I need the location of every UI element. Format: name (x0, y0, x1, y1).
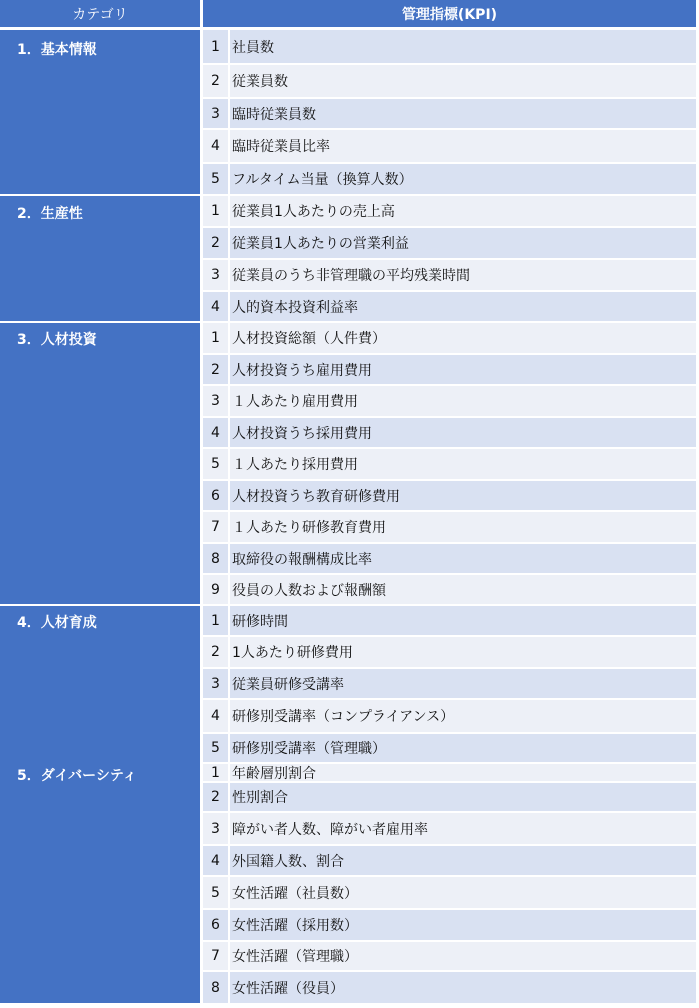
kpi-label: フルタイム当量（換算人数） (230, 164, 696, 194)
row-number: 1 (203, 764, 228, 781)
row-number: 5 (203, 164, 228, 194)
kpi-label: １人あたり雇用費用 (230, 386, 696, 416)
kpi-label: 従業員1人あたりの売上高 (230, 196, 696, 226)
kpi-label: 1人あたり研修費用 (230, 637, 696, 667)
category-basic-info (0, 30, 200, 194)
kpi-label: 従業員数 (230, 65, 696, 97)
row-number: 1 (203, 323, 228, 353)
category-talent-development-and-diversity (0, 606, 200, 1003)
kpi-label: 女性活躍（管理職） (230, 942, 696, 970)
kpi-label: １人あたり研修教育費用 (230, 512, 696, 542)
row-number: 1 (203, 606, 228, 635)
category-productivity (0, 196, 200, 321)
category-label: 2．生産性 (17, 206, 83, 222)
row-number: 3 (203, 813, 228, 844)
category-label: 5．ダイバーシティ (17, 768, 137, 784)
row-number: 4 (203, 130, 228, 162)
kpi-label: 社員数 (230, 30, 696, 63)
kpi-label: 年齢層別割合 (230, 764, 696, 781)
row-number: 2 (203, 783, 228, 811)
kpi-label: 役員の人数および報酬額 (230, 575, 696, 604)
row-number: 6 (203, 910, 228, 940)
kpi-label: 人材投資うち教育研修費用 (230, 481, 696, 510)
kpi-label: 従業員研修受講率 (230, 669, 696, 698)
row-number: 1 (203, 30, 228, 63)
kpi-label: 研修時間 (230, 606, 696, 635)
kpi-label: 取締役の報酬構成比率 (230, 544, 696, 573)
row-number: 2 (203, 355, 228, 384)
category-label: 4．人材育成 (17, 615, 97, 631)
row-number: 4 (203, 418, 228, 447)
row-number: 2 (203, 65, 228, 97)
category-label: 1．基本情報 (17, 42, 97, 58)
row-number: 5 (203, 449, 228, 479)
row-number: 3 (203, 669, 228, 698)
row-number: 4 (203, 700, 228, 732)
kpi-label: 女性活躍（社員数） (230, 877, 696, 908)
kpi-label: 従業員1人あたりの営業利益 (230, 228, 696, 258)
kpi-label: 障がい者人数、障がい者雇用率 (230, 813, 696, 844)
row-number: 7 (203, 512, 228, 542)
row-number: 4 (203, 846, 228, 875)
kpi-label: 人的資本投資利益率 (230, 292, 696, 321)
row-number: 8 (203, 544, 228, 573)
category-column-header: カテゴリ (0, 0, 200, 27)
row-number: 2 (203, 228, 228, 258)
category-talent-investment (0, 323, 200, 604)
row-number: 8 (203, 972, 228, 1003)
kpi-label: 研修別受講率（コンプライアンス） (230, 700, 696, 732)
row-number: 2 (203, 637, 228, 667)
row-number: 9 (203, 575, 228, 604)
row-number: 3 (203, 99, 228, 128)
row-number: 7 (203, 942, 228, 970)
row-number: 3 (203, 260, 228, 290)
row-number: 1 (203, 196, 228, 226)
row-number: 4 (203, 292, 228, 321)
kpi-label: 臨時従業員数 (230, 99, 696, 128)
kpi-label: 性別割合 (230, 783, 696, 811)
kpi-label: 人材投資うち雇用費用 (230, 355, 696, 384)
kpi-label: 臨時従業員比率 (230, 130, 696, 162)
row-number: 5 (203, 877, 228, 908)
kpi-label: 従業員のうち非管理職の平均残業時間 (230, 260, 696, 290)
kpi-label: 女性活躍（採用数） (230, 910, 696, 940)
kpi-label: １人あたり採用費用 (230, 449, 696, 479)
kpi-label: 外国籍人数、割合 (230, 846, 696, 875)
row-number: 5 (203, 734, 228, 762)
row-number: 6 (203, 481, 228, 510)
category-label: 3．人材投資 (17, 332, 97, 348)
kpi-label: 女性活躍（役員） (230, 972, 696, 1003)
kpi-label: 人材投資うち採用費用 (230, 418, 696, 447)
kpi-label: 研修別受講率（管理職） (230, 734, 696, 762)
kpi-column-header: 管理指標(KPI) (203, 0, 696, 27)
row-number: 3 (203, 386, 228, 416)
kpi-label: 人材投資総額（人件費） (230, 323, 696, 353)
